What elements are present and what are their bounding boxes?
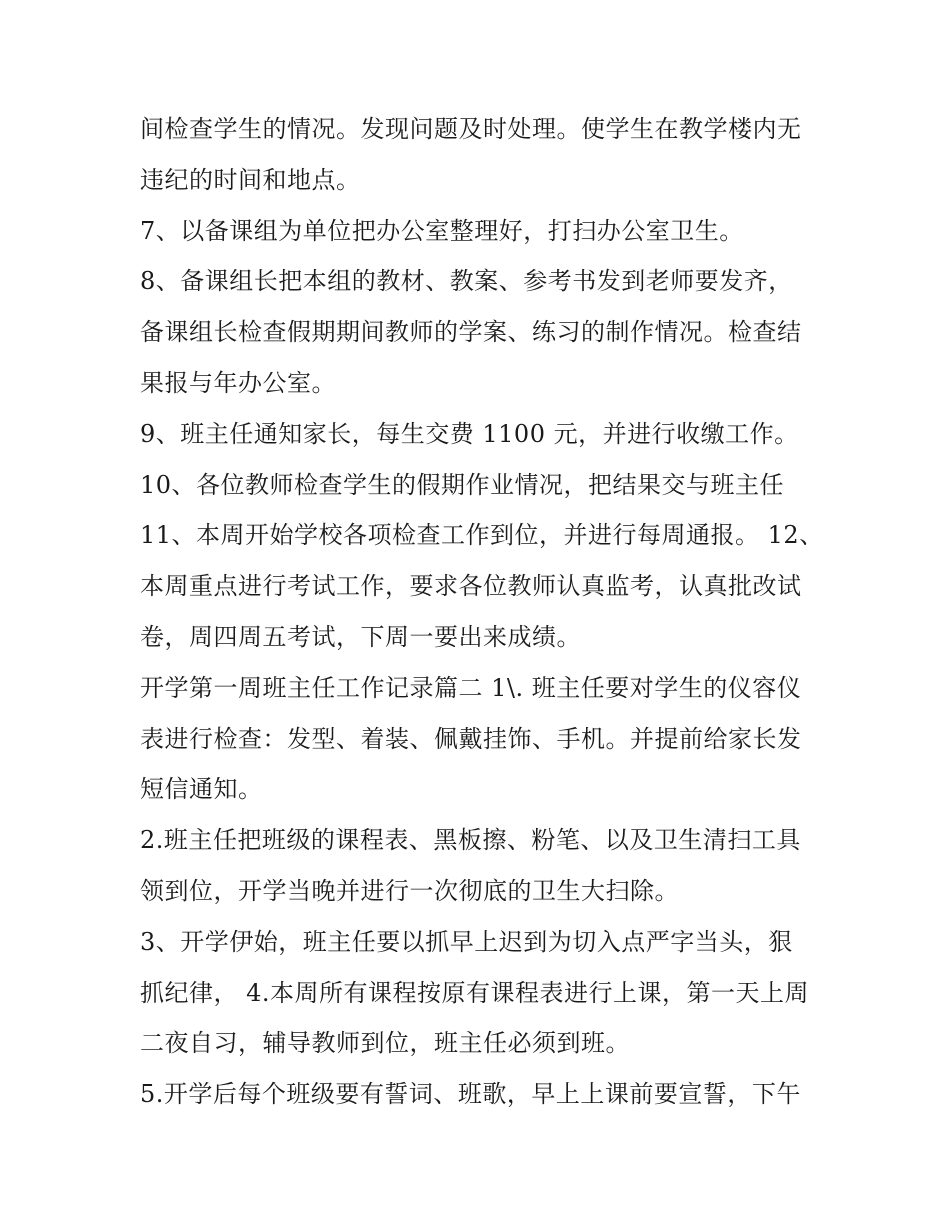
text-line: 违纪的时间和地点。 xyxy=(140,165,361,194)
text-line: 表进行检查：发型、着装、佩戴挂饰、手机。并提前给家长发 xyxy=(140,724,802,753)
text-line: 8、备课组长把本组的教材、教案、参考书发到老师要发齐， xyxy=(140,267,793,296)
text-line: 备课组长检查假期期间教师的学案、练习的制作情况。检查结 xyxy=(140,318,802,347)
text-line: 卷，周四周五考试，下周一要出来成绩。 xyxy=(140,622,581,651)
text-line: 3、开学伊始，班主任要以抓早上迟到为切入点严字当头，狠 xyxy=(140,927,793,956)
document-body xyxy=(140,104,824,1120)
text-line: 9、班主任通知家长，每生交费 1100 元，并进行收缴工作。 xyxy=(140,419,799,448)
text-line: 开学第一周班主任工作记录篇二 1\. 班主任要对学生的仪容仪 xyxy=(140,673,802,702)
text-line: 抓纪律， 4.本周所有课程按原有课程表进行上课，第一天上周 xyxy=(140,978,810,1007)
text-line: 领到位，开学当晚并进行一次彻底的卫生大扫除。 xyxy=(140,876,679,905)
text-line: 5.开学后每个班级要有誓词、班歌，早上上课前要宣誓，下午 xyxy=(140,1080,801,1109)
text-line: 7、以备课组为单位把办公室整理好，打扫办公室卫生。 xyxy=(140,216,744,245)
text-line: 10、各位教师检查学生的假期作业情况，把结果交与班主任 xyxy=(140,470,785,499)
text-line: 2.班主任把班级的课程表、黑板擦、粉笔、以及卫生清扫工具 xyxy=(140,826,801,855)
text-line: 短信通知。 xyxy=(140,775,263,804)
text-line: 11、本周开始学校各项检查工作到位，并进行每周通报。 12、 xyxy=(140,521,824,550)
text-line: 二夜自习，辅导教师到位，班主任必须到班。 xyxy=(140,1029,630,1058)
text-line: 本周重点进行考试工作，要求各位教师认真监考，认真批改试 xyxy=(140,572,802,601)
text-line: 间检查学生的情况。发现问题及时处理。使学生在教学楼内无 xyxy=(140,115,802,143)
text-line: 果报与年办公室。 xyxy=(140,368,336,397)
